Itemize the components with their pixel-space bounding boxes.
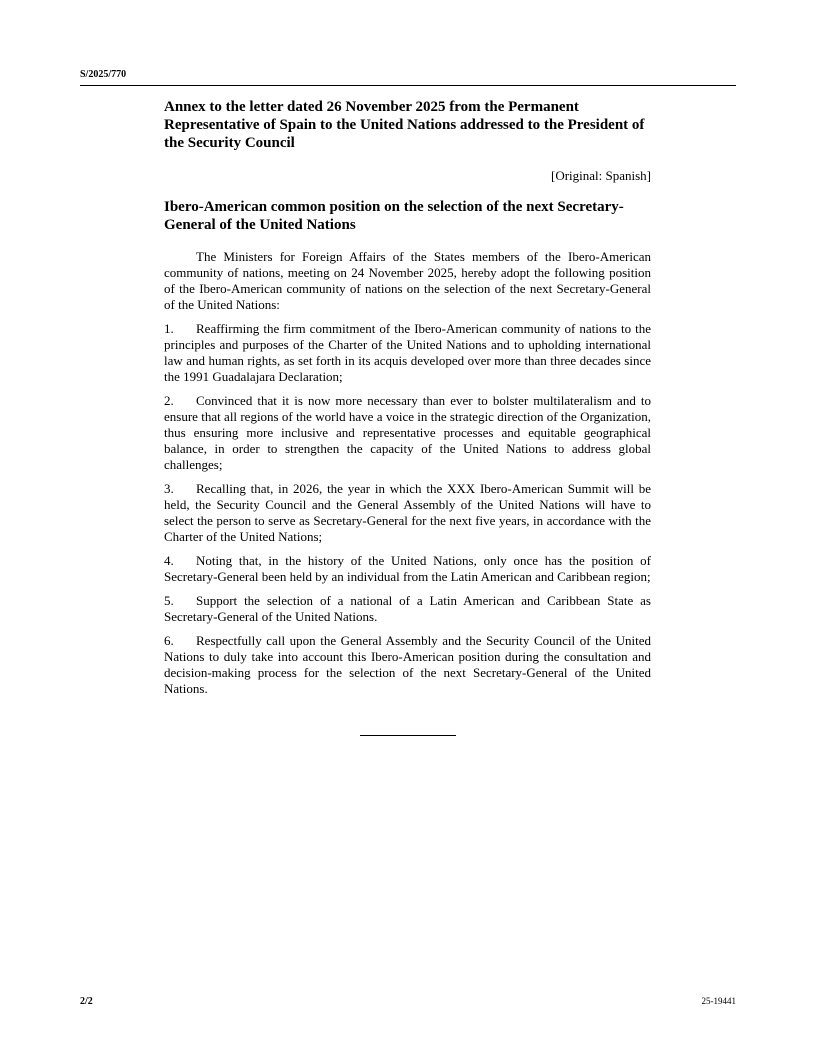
original-language-note: [Original: Spanish]: [550, 168, 651, 183]
annex-title: Annex to the letter dated 26 November 2025 from the Permanent Representative of Spain to the United Nations addressed to the President of the Security Council: [164, 99, 645, 151]
paragraph-text: Recalling that, in 2026, the year in which the XXX Ibero-American Summit will be held, the Security Council and the General Assembly of the United Nations will have to select the person to serve as Secretary-General for the next five years, in accordance with the Charter of the United Nations;: [164, 481, 651, 544]
section-title: Ibero-American common position on the selection of the next Secretary-General of the United Nations: [164, 199, 624, 233]
numbered-paragraph-2: [164, 393, 651, 473]
intro-paragraph: The Ministers for Foreign Affairs of the States members of the Ibero-American community of nations, meeting on 24 November 2025, hereby adopt the following position of the Ibero-American community of nations on the selection of the next Secretary-General of the United Nations:: [164, 249, 651, 312]
paragraph-number: 2.: [164, 393, 174, 408]
page-number: 2/2: [80, 996, 93, 1007]
paragraph-number: 5.: [164, 593, 174, 608]
paragraph-number: 4.: [164, 553, 174, 568]
paragraph-text: Noting that, in the history of the United Nations, only once has the position of Secretary-General been held by an individual from the Latin American and Caribbean region;: [164, 553, 651, 584]
paragraph-text: Respectfully call upon the General Assembly and the Security Council of the United Nations to duly take into account this Ibero-American position during the consultation and decision-making process for the selection of the next Secretary-General of the United Nations.: [164, 633, 651, 696]
paragraph-number: 6.: [164, 633, 174, 648]
numbered-paragraph-4: [164, 553, 651, 585]
paragraph-number: 3.: [164, 481, 174, 496]
paragraph-text: Reaffirming the firm commitment of the Ibero-American community of nations to the principles and purposes of the Charter of the United Nations and to upholding international law and human rights, as set forth in its acquis developed over more than three decades since the 1991 Guadalajara Declaration;: [164, 321, 651, 384]
numbered-paragraph-5: [164, 593, 651, 625]
paragraph-text: Support the selection of a national of a Latin American and Caribbean State as Secretary-General of the United Nations.: [164, 593, 651, 624]
header-rule: [80, 85, 736, 86]
document-body: [164, 98, 651, 736]
numbered-paragraph-6: [164, 633, 651, 697]
numbered-paragraph-1: [164, 321, 651, 385]
document-symbol: S/2025/770: [80, 69, 127, 80]
document-number: 25-19441: [701, 996, 736, 1006]
end-of-document-rule: [360, 735, 456, 736]
numbered-paragraph-3: [164, 481, 651, 545]
paragraph-number: 1.: [164, 321, 174, 336]
paragraph-text: Convinced that it is now more necessary than ever to bolster multilateralism and to ensure that all regions of the world have a voice in the strategic direction of the Organization, thus ensuring more inclusive and representative processes and equitable geographical balance, in order to strengthen the capacity of the United Nations to address global challenges;: [164, 393, 651, 472]
